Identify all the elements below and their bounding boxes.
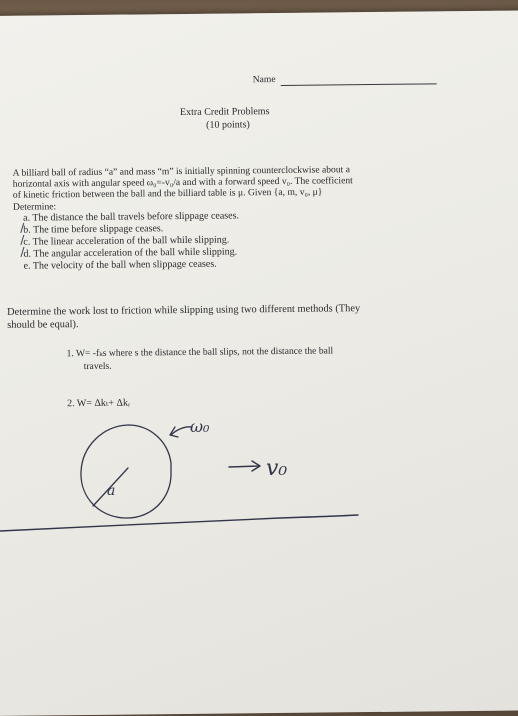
question-letter: a. [23, 212, 31, 224]
radius-label: a [107, 483, 116, 499]
question-letter: e. [23, 260, 31, 272]
pen-check-mark: / [20, 244, 25, 259]
method-formula: W= Δkₜ+ Δkᵣ [76, 397, 131, 410]
omega-label: ω₀ [190, 417, 210, 436]
table-line [0, 515, 358, 531]
points-label: (10 points) [206, 119, 250, 131]
work-line: should be equal). [7, 319, 79, 331]
name-label: Name [252, 74, 276, 86]
question-letter: d. [23, 248, 32, 260]
method-number: 2. [67, 398, 75, 410]
question-text: The velocity of the ball when slippage ceases. [32, 258, 217, 272]
problem-line: of kinetic friction between the ball and the billiard table is μ. Given {a, m, v₀, μ} [12, 186, 323, 202]
velocity-arrow [229, 466, 259, 467]
question-text: The linear acceleration of the ball while slipping. [32, 234, 230, 248]
question-letter: c. [23, 236, 31, 248]
problem-line: Determine: [12, 200, 57, 213]
velocity-label: v₀ [266, 456, 288, 481]
page-title: Extra Credit Problems [179, 106, 270, 119]
question-text: The angular acceleration of the ball while slipping. [33, 246, 238, 260]
method-continuation: travels. [83, 360, 112, 373]
work-line: Determine the work lost to friction while slipping using two different methods (They [7, 303, 361, 318]
question-letter: b. [23, 224, 31, 236]
pen-check-mark: / [20, 220, 25, 235]
method-number: 1. [66, 348, 74, 360]
method-formula: W= -fₖs where s the distance the ball slips, not the distance the ball [75, 345, 334, 360]
question-text: The time before slippage ceases. [33, 223, 164, 236]
question-text: The distance the ball travels before slippage ceases. [32, 210, 240, 224]
problem-line: horizontal axis with angular speed ω₀=-v₀/a and with a forward speed v₀. The coefficient [12, 175, 353, 190]
pen-check-mark: / [20, 232, 25, 247]
problem-line: A billiard ball of radius “a” and mass “m” is initially spinning counterclockwise about a [12, 164, 350, 179]
